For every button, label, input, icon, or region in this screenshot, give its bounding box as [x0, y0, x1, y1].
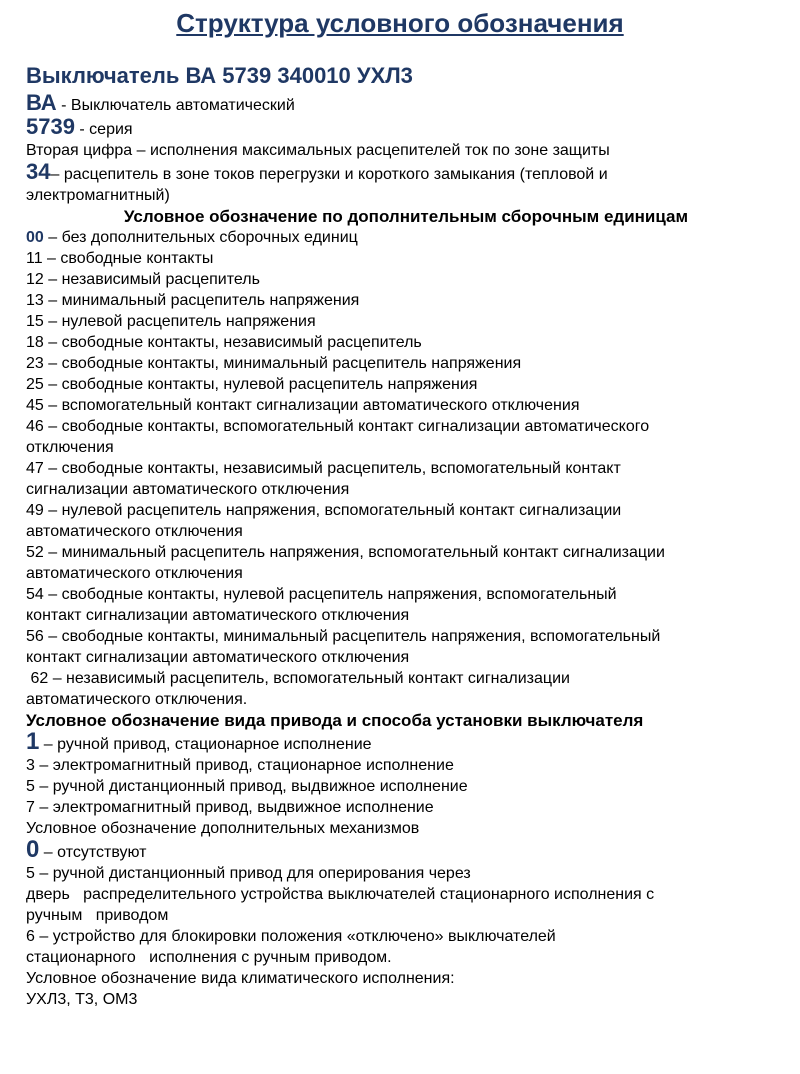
mech-line: дверь распределительного устройства выключателей стационарного исполнения с [26, 886, 655, 903]
drive-first-code: 1 [26, 728, 40, 755]
trip34-code: 34 [26, 159, 51, 184]
accessory-line: 46 – свободные контакты, вспомогательный контакт сигнализации автоматического [26, 418, 650, 435]
mech-first-code: 0 [26, 836, 40, 863]
accessory-line: 47 – свободные контакты, независимый расцепитель, вспомогательный контакт [26, 460, 621, 477]
accessory-line: 13 – минимальный расцепитель напряжения [26, 292, 360, 309]
trip34-desc-cont: электромагнитный) [26, 187, 170, 204]
accessory-line: 11 – свободные контакты [26, 250, 214, 267]
second-digit-line: Вторая цифра – исполнения максимальных расцепителей ток по зоне защиты [26, 142, 610, 159]
drive-list [26, 755, 786, 818]
mech-list [26, 863, 786, 968]
mech-first-line [26, 836, 786, 863]
trip34-desc: – расцепитель в зоне токов перегрузки и короткого замыкания (тепловой и [50, 166, 608, 183]
accessory-line: 45 – вспомогательный контакт сигнализации автоматического отключения [26, 397, 580, 414]
accessory-heading: Условное обозначение по дополнительным сборочным единицам [123, 207, 689, 226]
accessory-line: автоматического отключения. [26, 691, 248, 708]
mech-line: ручным приводом [26, 907, 169, 924]
accessory-line: 15 – нулевой расцепитель напряжения [26, 313, 316, 330]
va-line [26, 92, 786, 116]
page-title: Структура условного обозначения [176, 8, 624, 38]
accessory-line: 49 – нулевой расцепитель напряжения, вспомогательный контакт сигнализации [26, 502, 622, 519]
content [26, 62, 786, 1010]
mech-first-desc: – отсутствуют [39, 844, 147, 861]
accessory-line: автоматического отключения [26, 523, 243, 540]
drive-first-desc: – ручной привод, стационарное исполнение [39, 736, 372, 753]
climate-values: УХЛ3, Т3, ОМ3 [26, 991, 138, 1008]
accessory-line: 23 – свободные контакты, минимальный расцепитель напряжения [26, 355, 522, 372]
accessory-line: сигнализации автоматического отключения [26, 481, 350, 498]
accessory-line: 52 – минимальный расцепитель напряжения, вспомогательный контакт сигнализации [26, 544, 665, 561]
series-line [26, 116, 786, 140]
accessory-first-line [26, 227, 786, 248]
designation: Выключатель ВА 5739 340010 УХЛ3 [26, 63, 413, 88]
drive-line: 5 – ручной дистанционный привод, выдвижное исполнение [26, 778, 468, 795]
accessory-line: 18 – свободные контакты, независимый расцепитель [26, 334, 422, 351]
accessory-line: автоматического отключения [26, 565, 243, 582]
drive-first-line [26, 728, 786, 755]
accessory-line: контакт сигнализации автоматического отключения [26, 607, 410, 624]
accessory-list [26, 248, 786, 710]
accessory-first-desc: – без дополнительных сборочных единиц [43, 229, 358, 246]
mech-line: 5 – ручной дистанционный привод для оперирования через [26, 865, 471, 882]
series-code: 5739 [26, 114, 75, 139]
climate-heading: Условное обозначение вида климатического исполнения: [26, 970, 455, 987]
accessory-line: 54 – свободные контакты, нулевой расцепитель напряжения, вспомогательный [26, 586, 617, 603]
mech-heading: Условное обозначение дополнительных механизмов [26, 820, 420, 837]
va-desc: - Выключатель автоматический [56, 97, 295, 114]
series-desc: - серия [74, 121, 133, 138]
accessory-first-code: 00 [26, 229, 44, 246]
drive-heading: Условное обозначение вида привода и способа установки выключателя [26, 711, 644, 730]
accessory-line: 12 – независимый расцепитель [26, 271, 260, 288]
accessory-line: 25 – свободные контакты, нулевой расцепитель напряжения [26, 376, 478, 393]
accessory-line: отключения [26, 439, 114, 456]
drive-line: 3 – электромагнитный привод, стационарное исполнение [26, 757, 454, 774]
mech-line: стационарного исполнения с ручным приводом. [26, 949, 392, 966]
accessory-line: 62 – независимый расцепитель, вспомогательный контакт сигнализации [26, 670, 570, 687]
accessory-line: 56 – свободные контакты, минимальный расцепитель напряжения, вспомогательный [26, 628, 661, 645]
accessory-line: контакт сигнализации автоматического отключения [26, 649, 410, 666]
va-code: ВА [26, 90, 57, 115]
mech-line: 6 – устройство для блокировки положения «отключено» выключателей [26, 928, 556, 945]
trip34-line [26, 161, 786, 185]
drive-line: 7 – электромагнитный привод, выдвижное исполнение [26, 799, 434, 816]
